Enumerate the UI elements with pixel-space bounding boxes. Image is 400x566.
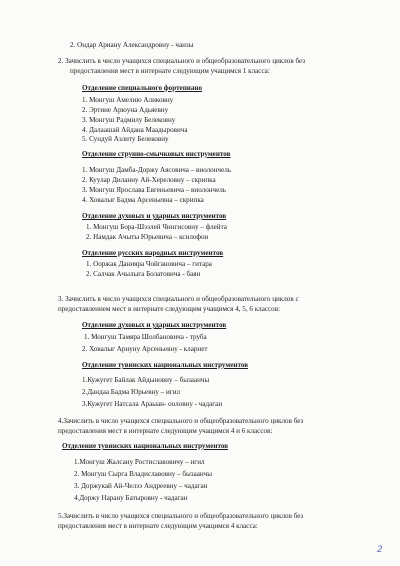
paragraph-line: предоставлением мест в интернате следующим учащимся 4, 5, 6 классов:	[58, 305, 281, 313]
section-heading: Отделение тувинских национальных инструментов	[82, 361, 249, 369]
paragraph-line: 3. Зачислить в число учащихся специального и общеобразовательного циклов с	[58, 295, 299, 303]
paragraph-line: 4.Зачислить в число учащихся специального и общеобразовательного циклов без	[58, 417, 304, 425]
list-item: 2. Намдак Ачыты Юрьевича – ксилофон	[86, 233, 209, 241]
list-item: 3.Кужугет Натсала Араыан- ооловну - чадаган	[82, 400, 223, 408]
list-item: 2. Монгуш Сырга Владиславовну – бызаанчы	[74, 470, 213, 478]
list-item: 1. Монгуш Бора-Шээлей Чингисовну – флейта	[86, 223, 227, 231]
section-heading: Отделение духовых и ударных инструментов	[82, 212, 227, 220]
page-number: 2	[377, 545, 383, 555]
list-item: 2. Ондар Ариану Александровну - чанзы	[70, 41, 194, 49]
section-heading: Отделение русских народных инструментов	[82, 249, 224, 257]
section-heading: Отделение струнно-смычковых инструментов	[82, 150, 231, 158]
list-item: 3. Доржукай Ай-Челээ Андреевну – чадаган	[74, 482, 208, 490]
section-heading: Отделение специального фортепиано	[82, 84, 203, 92]
list-item: 1. Ооржак Данияра Чойгановича – гитара	[86, 260, 212, 268]
list-item: 4.Доржу Нарану Батыровну - чадаган	[74, 494, 188, 502]
list-item: 4. Далаашай Айдана Маадыровича	[82, 126, 188, 134]
list-item: 1. Монгуш Амелию Аликовну	[82, 96, 174, 104]
paragraph-line: предоставления мест в интернате следующим учащимся 4 класса:	[58, 522, 258, 530]
list-item: 1. Монгуш Дамба-Доржу Аясовича – виолончель	[82, 166, 232, 174]
list-item: 5. Сундуй Азлиту Белековну	[82, 135, 169, 143]
list-item: 3. Монгуш Ярослава Евгеньевича – виолончель	[82, 186, 227, 194]
paragraph-line: предоставления мест в интернате следующим учащимся 1 класса:	[70, 67, 270, 75]
paragraph-line: предоставления мест в интернате следующим учащимся 4 и 6 классов:	[58, 427, 273, 435]
section-heading: Отделение духовых и ударных инструментов	[82, 321, 227, 329]
list-item: 2.Дандаа Бадма Юрьевну – игил	[82, 388, 181, 396]
list-item: 2. Куулар Диланну Ай-Хереловну – скрипка	[82, 176, 216, 184]
list-item: 3. Монгуш Радмилу Белековну	[82, 116, 176, 124]
paragraph-line: 5.Зачислить в число учащихся специального и общеобразовательного циклов без	[58, 512, 304, 520]
list-item: 2. Ховалыг Арнуну Арсеньевну - кларнет	[82, 345, 208, 353]
list-item: 1. Монгуш Тамяра Шолбановича - труба	[84, 333, 207, 341]
paragraph-line: 2. Зачислить в число учащихся специального и общеобразовательного циклов без	[58, 57, 306, 65]
list-item: 1.Монгуш Жалсану Ростиславовичу – игил	[74, 458, 205, 466]
list-item: 2. Эртине Арюуна Адьяевну	[82, 106, 169, 114]
section-heading: Отделение тувинских национальных инструментов	[62, 442, 229, 450]
list-item: 4. Ховалыг Бадма Арсеньевна – скрипка	[82, 196, 204, 204]
list-item: 1.Кужугет Байлак Айдыновну – бызаанчы	[82, 376, 210, 384]
list-item: 2. Салчак Ачылыга Болатовича - баян	[86, 270, 201, 278]
